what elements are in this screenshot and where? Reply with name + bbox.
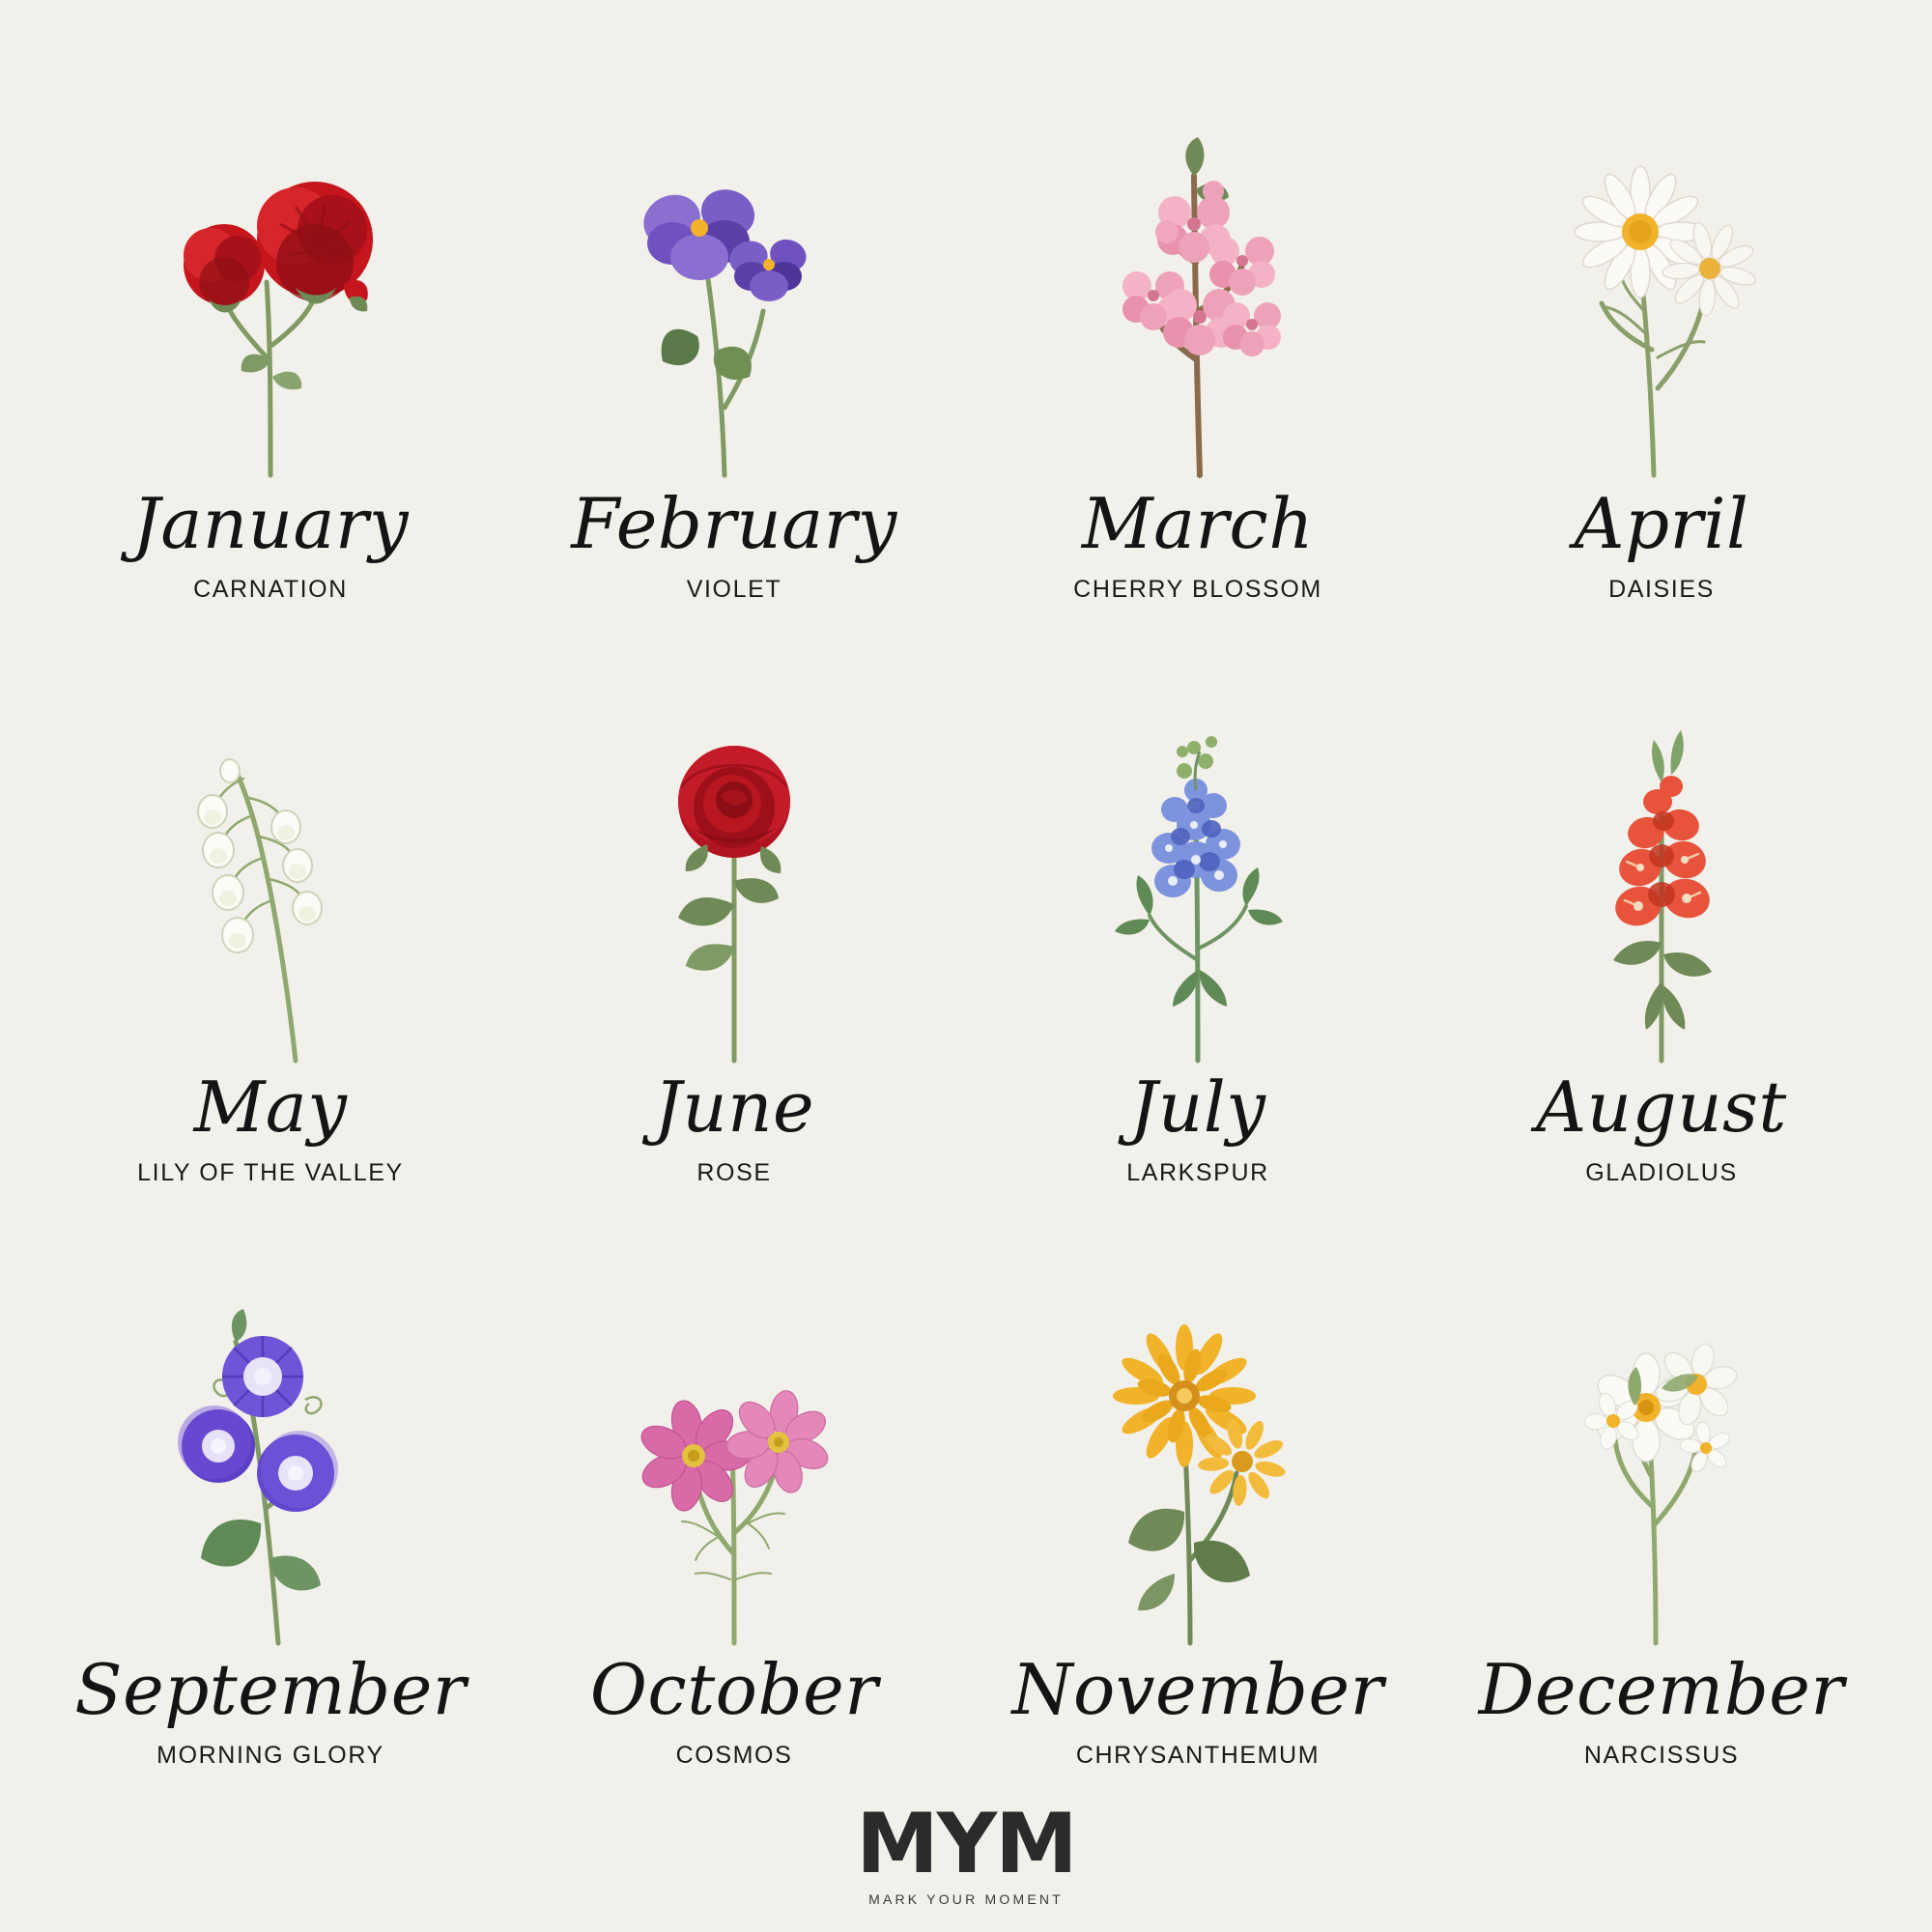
month-cell-march bbox=[966, 29, 1430, 611]
month-cell-december bbox=[1430, 1195, 1893, 1777]
chrysanthemum-illustration bbox=[966, 1195, 1430, 1655]
cherry-blossom-illustration bbox=[966, 29, 1430, 489]
month-label-july: July bbox=[1129, 1065, 1266, 1148]
flower-label-july: LARKSPUR bbox=[1126, 1158, 1269, 1186]
month-cell-may bbox=[39, 611, 502, 1194]
flower-label-september: MORNING GLORY bbox=[156, 1741, 384, 1769]
brand-logo bbox=[39, 1777, 1893, 1932]
flower-label-april: DAISIES bbox=[1608, 576, 1715, 604]
narcissus-illustration bbox=[1430, 1195, 1893, 1655]
month-cell-april bbox=[1430, 29, 1893, 611]
violet-illustration bbox=[502, 29, 966, 489]
flower-label-january: CARNATION bbox=[193, 576, 348, 604]
month-cell-october bbox=[502, 1195, 966, 1777]
month-cell-september bbox=[39, 1195, 502, 1777]
month-label-may: May bbox=[193, 1065, 348, 1148]
flower-label-august: GLADIOLUS bbox=[1585, 1158, 1738, 1186]
cosmos-illustration bbox=[502, 1195, 966, 1655]
month-cell-august bbox=[1430, 611, 1893, 1194]
gladiolus-illustration bbox=[1430, 611, 1893, 1071]
month-cell-november bbox=[966, 1195, 1430, 1777]
month-label-october: October bbox=[589, 1648, 879, 1730]
month-label-september: September bbox=[74, 1648, 467, 1730]
rose-illustration bbox=[502, 611, 966, 1071]
flower-label-november: CHRYSANTHEMUM bbox=[1075, 1741, 1321, 1769]
month-label-february: February bbox=[571, 483, 897, 565]
carnation-illustration bbox=[39, 29, 502, 489]
lily-of-the-valley-illustration bbox=[39, 611, 502, 1071]
daisies-illustration bbox=[1430, 29, 1893, 489]
flower-label-february: VIOLET bbox=[686, 576, 782, 604]
month-cell-june bbox=[502, 611, 966, 1194]
flower-label-june: ROSE bbox=[696, 1158, 772, 1186]
month-label-december: December bbox=[1478, 1648, 1845, 1730]
flower-label-december: NARCISSUS bbox=[1583, 1741, 1740, 1769]
flower-label-march: CHERRY BLOSSOM bbox=[1073, 576, 1322, 604]
morning-glory-illustration bbox=[39, 1195, 502, 1655]
larkspur-illustration bbox=[966, 611, 1430, 1071]
brand-tagline: MARK YOUR MOMENT bbox=[868, 1891, 1064, 1907]
month-cell-january bbox=[39, 29, 502, 611]
flower-label-may: LILY OF THE VALLEY bbox=[137, 1158, 404, 1186]
month-grid bbox=[39, 29, 1893, 1777]
month-label-november: November bbox=[1011, 1648, 1384, 1730]
month-label-march: March bbox=[1081, 483, 1315, 565]
month-label-august: August bbox=[1536, 1065, 1787, 1148]
month-label-january: January bbox=[131, 483, 410, 565]
brand-mark-text: MYM bbox=[856, 1796, 1076, 1892]
month-label-june: June bbox=[653, 1065, 815, 1148]
flower-label-october: COSMOS bbox=[675, 1741, 793, 1769]
month-label-april: April bbox=[1574, 483, 1749, 565]
month-cell-july bbox=[966, 611, 1430, 1194]
month-cell-february bbox=[502, 29, 966, 611]
